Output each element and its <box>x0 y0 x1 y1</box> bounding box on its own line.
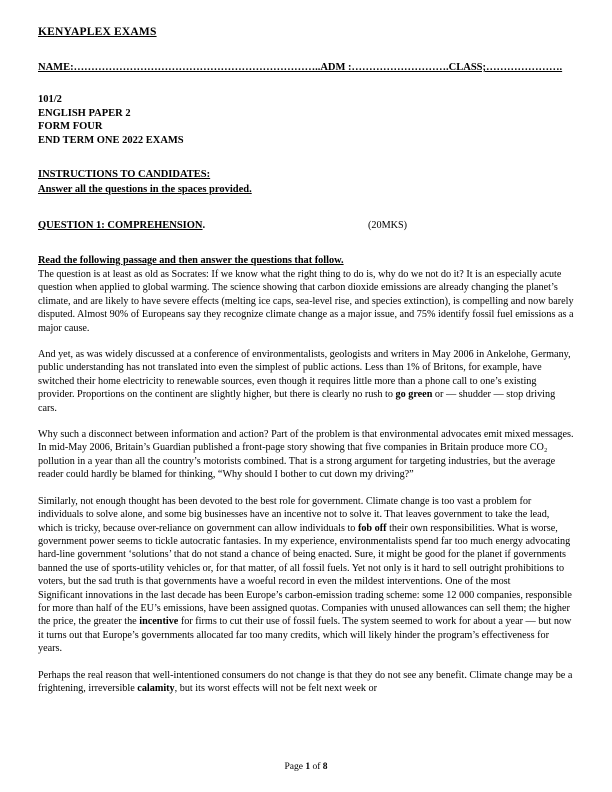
text-run: for firms to cut their use of fossil fuels. The system seemed to work for about a year — but now it turns out that Europe’s governments allocated far too many credits, which will likely hinder the program’s effectiveness for years. <box>38 616 572 655</box>
paper-title: ENGLISH PAPER 2 <box>38 107 131 119</box>
passage-paragraph <box>38 428 575 482</box>
form-level: FORM FOUR <box>38 121 103 132</box>
bold-term: incentive <box>139 616 179 628</box>
instructions-heading: INSTRUCTIONS TO CANDIDATES: <box>38 169 211 180</box>
passage-paragraph <box>38 495 575 656</box>
bold-term: 8 <box>322 762 328 772</box>
question-title: QUESTION 1: COMPREHENSION <box>38 220 203 231</box>
text-run: , but its worst effects will not be felt next week or <box>174 682 378 694</box>
text-run: or — shudder — stop driving cars. <box>38 389 556 414</box>
paper-code: 101/2 <box>38 94 62 105</box>
question-title-period: . <box>202 220 206 231</box>
name-adm-class-line: NAME:……………………………………………………………..ADM :……………………….CLASS;…………………. <box>38 62 563 73</box>
passage-paragraph <box>38 268 575 335</box>
exam-board-title: KENYAPLEX EXAMS <box>38 26 157 38</box>
text-run: Significant innovations in the last decade has been Europe’s carbon-emission trading scheme: some 12 000 companies, responsible for more than half of the EU’s emissions, have been assigned quotas. Companies with unused allowances can sell them; the higher the price, the greater the <box>38 589 572 628</box>
bold-term: 1 <box>305 762 311 772</box>
bold-term: calamity <box>137 682 175 694</box>
paper-details <box>38 93 575 147</box>
passage-paragraph <box>38 669 575 696</box>
text-run: Perhaps the real reason that well-intentioned consumers do not change is that they do not see any benefit. Climate change may be a frightening, irreversible <box>38 669 573 694</box>
text-run: Why such a disconnect between information and action? Part of the problem is that environmental advocates emit mixed messages. In mid-May 2006, Britain’s Guardian published a front-page story showing that five companies in Britain produce more CO₂ pollution in a year than all the country’s motorists combined. That is a strong argument for targeting industries, but the average reader could hardly be blamed for thinking, “Why should I bother to cut down my driving?” <box>38 429 574 481</box>
exam-series: END TERM ONE 2022 EXAMS <box>38 134 184 146</box>
text-run: And yet, as was widely discussed at a conference of environmentalists, geologists and writers in May 2006 in Ankelohe, Germany, public understanding has not translated into even the simplest of public actions. Less than 1% of Britons, for example, have switched their home electricity to renewable sources, even though it requires little more than a phone call to one’s existing provider. Proportions on the continent are slightly higher, but there is clearly no rush to <box>38 349 571 401</box>
question-heading-row <box>38 220 575 234</box>
passage-paragraph <box>38 348 575 415</box>
passage-body <box>38 268 575 695</box>
question-marks: (20MKS) <box>368 220 408 231</box>
text-run: their own responsibilities. What is worse, government power seems to tickle autocratic fantasies. In my experience, environmentalists spend far too much energy advocating hard-line government ‘solutions’ that do not stand a chance of being enacted. Sure, it might be good for the planet if governments banned the use of sports-utility vehicles or, for that matter, of all fossil fuels. Yet not only is it hard to sell outright prohibitions to voters, but the sad truth is that governments have a woeful record in even the mildest interventions. One of the most <box>38 522 571 588</box>
text-run: The question is at least as old as Socrates: If we know what the right thing to do is, why do we not do it? It is an especially acute question when applied to global warming. The science showing that carbon dioxide emissions are already changing the planet’s climate, and are likely to have severe effects (melting ice caps, sea-level rise, and species extinction), is compelling and now barely disputed. Almost 90% of Europeans say they recognize climate change as a major issue, and 75% identify fossil fuel emissions as a major cause. <box>38 269 574 334</box>
text-run: Similarly, not enough thought has been devoted to the best role for government. Climate change is too vast a problem for individuals to solve alone, and some big businesses have an incentive not to solve it. That leaves government to take the lead, which is tricky, because over-reliance on government can allow individuals to <box>38 495 550 534</box>
text-run: Page <box>284 762 306 772</box>
bold-term: fob off <box>357 522 387 534</box>
text-run: of <box>310 762 323 772</box>
bold-term: go green <box>395 389 433 401</box>
instructions-section <box>38 168 575 197</box>
passage-prompt: Read the following passage and then answer the questions that follow. <box>38 255 344 266</box>
page-number-footer <box>0 762 612 772</box>
instructions-line: Answer all the questions in the spaces provided. <box>38 183 252 195</box>
